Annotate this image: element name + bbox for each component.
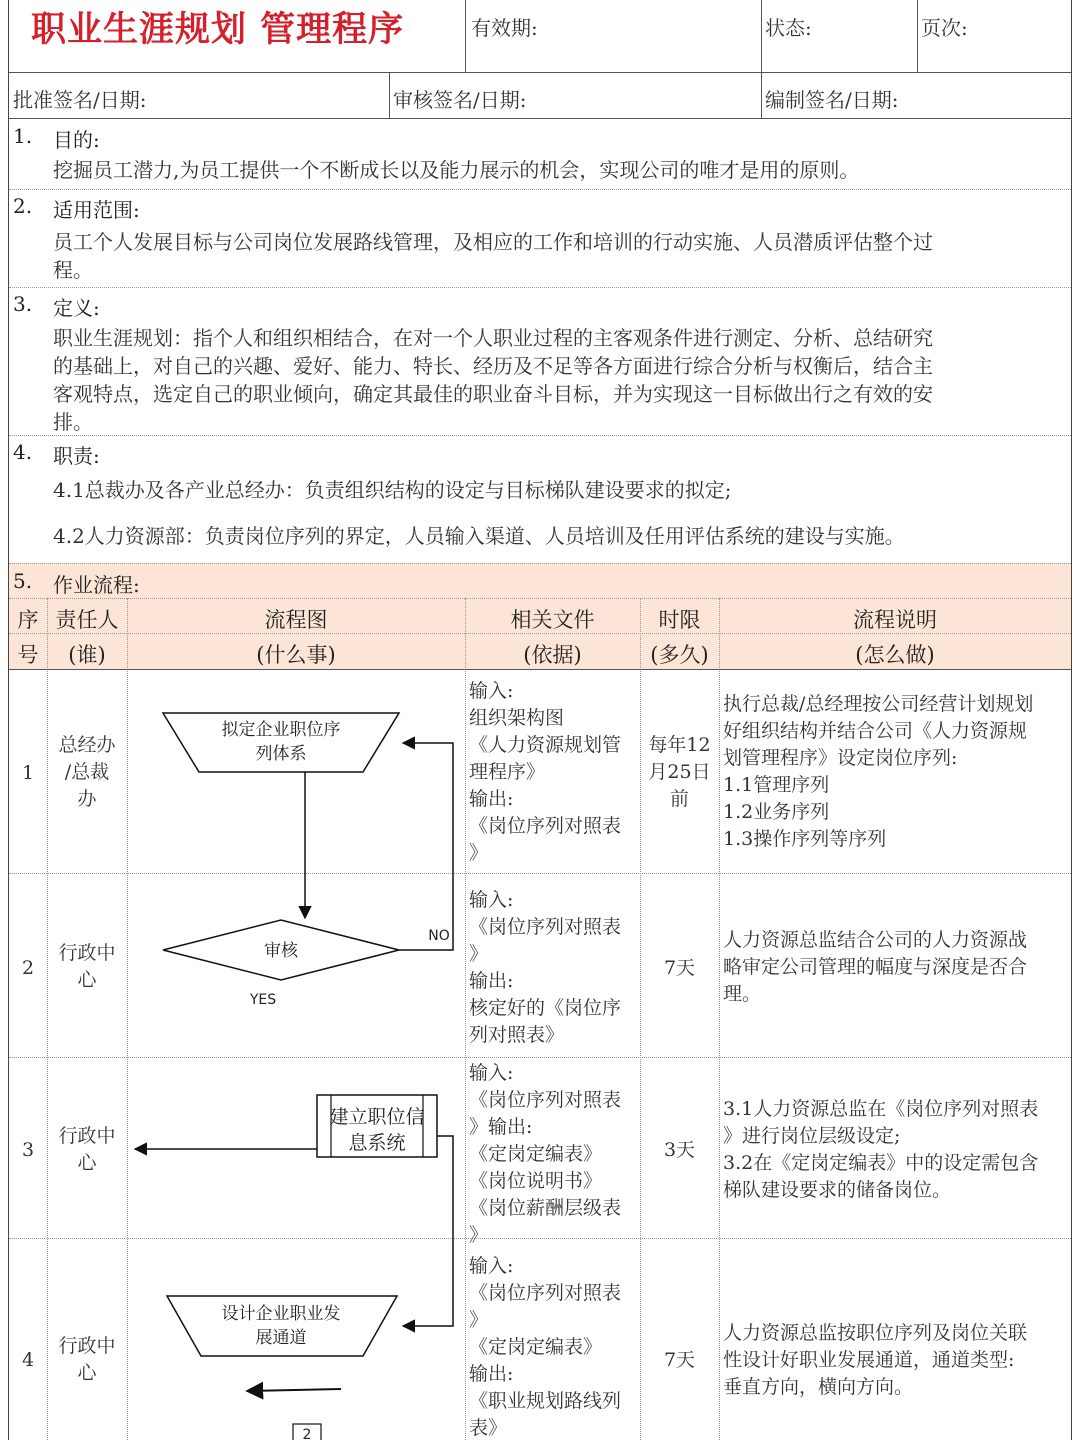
header-docs-sub: (依据) [523, 643, 582, 667]
flow-step1-text: 拟定企业职位序 [221, 720, 341, 740]
flow-decision-text: 审核 [264, 941, 298, 961]
header-time: 时限 [658, 608, 701, 632]
row-docs [469, 1060, 639, 1249]
divider [9, 189, 1071, 190]
header-desc: 流程说明 [853, 608, 937, 632]
row-owner [47, 732, 127, 813]
divider [9, 563, 1071, 564]
status-label: 状态: [765, 16, 812, 40]
doc-line: 输入: [469, 1255, 514, 1277]
divider [761, 0, 762, 72]
doc-line: 列对照表》 [469, 1024, 565, 1046]
column-divider [465, 598, 466, 1440]
header-seq-sub: 号 [17, 643, 39, 667]
section-number: 1. [13, 124, 33, 148]
doc-line: 《定岗定编表》 [469, 1143, 603, 1165]
owner-line: 心 [77, 1362, 97, 1384]
flow-step3-text: 息系统 [348, 1132, 406, 1154]
doc-line: 输入: [469, 680, 514, 702]
time-line: 每年12 [648, 734, 711, 756]
owner-line: 心 [77, 969, 97, 991]
flow-arrow [403, 1136, 453, 1326]
desc-line: 梯队建设要求的储备岗位。 [723, 1179, 952, 1201]
header-owner: 责任人 [55, 608, 119, 632]
desc-line: 人力资源总监结合公司的人力资源战 [723, 929, 1028, 951]
row-desc [723, 1096, 1069, 1204]
desc-line: 》进行岗位层级设定; [723, 1125, 901, 1147]
definition-text-line: 客观特点，选定自己的职业倾向，确定其最佳的职业奋斗目标，并为实现这一目标做出行之有效的安 [53, 382, 933, 406]
header-docs: 相关文件 [510, 608, 595, 632]
doc-line: 》 [469, 1309, 489, 1331]
header-desc-sub: (怎么做) [855, 643, 935, 667]
review-signature-label: 审核签名/日期: [393, 88, 527, 112]
time-line: 3天 [663, 1139, 696, 1161]
doc-line: 《岗位序列对照表 [469, 815, 622, 837]
owner-line: 总经办 [58, 734, 116, 756]
section-number: 4. [13, 440, 33, 464]
flow-step4-text: 展通道 [255, 1328, 307, 1348]
row-time [640, 732, 719, 813]
row-docs [469, 887, 639, 1049]
page-label: 页次: [921, 16, 968, 40]
column-divider [640, 598, 641, 1440]
time-line: 7天 [663, 1349, 696, 1371]
row-docs [469, 1253, 639, 1442]
row-time [640, 1137, 719, 1164]
desc-line: 垂直方向，横向方向。 [723, 1376, 914, 1398]
divider [917, 0, 918, 72]
divider [9, 118, 1071, 119]
doc-line: 《岗位序列对照表 [469, 1089, 622, 1111]
desc-line: 性设计好职业发展通道，通道类型: [723, 1349, 1015, 1371]
divider [761, 72, 762, 118]
desc-line: 人力资源总监按职位序列及岗位关联 [723, 1322, 1028, 1344]
column-divider [47, 598, 48, 1440]
divider [465, 0, 466, 72]
divider [9, 598, 1071, 599]
divider [9, 633, 1071, 634]
doc-line: 输入: [469, 889, 514, 911]
doc-line: 理程序》 [469, 761, 546, 783]
section-number: 5. [13, 569, 33, 593]
section-title-duty: 职责: [53, 444, 100, 468]
flow-yes-label: YES [249, 992, 277, 1008]
section-title-process: 作业流程: [53, 573, 140, 597]
doc-line: 《职业规划路线列 [469, 1390, 622, 1412]
divider [9, 435, 1071, 436]
desc-line: 1.2业务序列 [723, 801, 830, 823]
flow-step4-text: 设计企业职业发 [221, 1304, 341, 1324]
purpose-text: 挖掘员工潜力,为员工提供一个不断成长以及能力展示的机会，实现公司的唯才是用的原则。 [53, 158, 860, 182]
row-seq: 4 [21, 1349, 35, 1371]
owner-line: 行政中 [58, 1125, 116, 1147]
flow-no-loop-arrow [399, 743, 453, 950]
doc-line: 输出: [469, 1363, 514, 1385]
flow-step3-text: 建立职位信 [329, 1106, 425, 1128]
header-time-sub: (多久) [650, 643, 709, 667]
row-owner [47, 1123, 127, 1177]
definition-text-line: 排。 [53, 410, 93, 434]
row-seq: 3 [21, 1139, 35, 1161]
row-owner [47, 1333, 127, 1387]
time-line: 7天 [663, 957, 696, 979]
doc-line: 《岗位序列对照表 [469, 1282, 622, 1304]
owner-line: 行政中 [58, 942, 116, 964]
definition-text-line: 职业生涯规划：指个人和组织相结合，在对一个人职业过程的主客观条件进行测定、分析、总结研究 [53, 326, 933, 350]
time-line: 前 [669, 788, 689, 810]
section-title-purpose: 目的: [53, 128, 100, 152]
divider [9, 287, 1071, 288]
doc-line: 》 [469, 1224, 489, 1246]
doc-line: 》 [469, 842, 489, 864]
scope-text-line: 程。 [53, 258, 93, 282]
column-divider [719, 598, 720, 1440]
doc-line: 输出: [469, 788, 514, 810]
row-seq: 1 [21, 762, 35, 784]
section-title-definition: 定义: [53, 296, 100, 320]
row-seq: 2 [21, 957, 35, 979]
owner-line: 办 [77, 788, 97, 810]
doc-line: 《定岗定编表》 [469, 1336, 603, 1358]
desc-line: 1.1管理序列 [723, 774, 830, 796]
doc-line: 核定好的《岗位序 [469, 997, 622, 1019]
approve-signature-label: 批准签名/日期: [13, 88, 147, 112]
desc-line: 理。 [723, 983, 762, 1005]
section-title-scope: 适用范围: [53, 198, 140, 222]
document-title: 职业生涯规划 管理程序 [31, 10, 405, 50]
duty-item: 4.2人力资源部：负责岗位序列的界定，人员输入渠道、人员培训及任用评估系统的建设与实施。 [53, 524, 905, 548]
flow-arrow [247, 1389, 341, 1391]
desc-line: 好组织结构并结合公司《人力资源规 [723, 720, 1028, 742]
row-desc [723, 1320, 1069, 1401]
doc-line: 》 [469, 943, 489, 965]
row-docs [469, 678, 639, 867]
section-number: 3. [13, 292, 33, 316]
header-seq: 序 [17, 608, 39, 632]
row-owner [47, 940, 127, 994]
desc-line: 略审定公司管理的幅度与深度是否合 [723, 956, 1028, 978]
row-desc [723, 691, 1069, 853]
validity-label: 有效期: [471, 16, 538, 40]
flow-connector-text: 2 [302, 1427, 312, 1440]
definition-text-line: 的基础上，对自己的兴趣、爱好、能力、特长、经历及不足等各方面进行综合分析与权衡后，结合主 [53, 354, 933, 378]
row-time [640, 1347, 719, 1374]
section-number: 2. [13, 194, 33, 218]
doc-line: 《岗位薪酬层级表 [469, 1197, 622, 1219]
row-time [640, 955, 719, 982]
doc-line: 《人力资源规划管 [469, 734, 622, 756]
flow-step1-text: 列体系 [255, 744, 307, 764]
desc-line: 3.2在《定岗定编表》中的设定需包含 [723, 1152, 1039, 1174]
divider [9, 72, 1071, 73]
doc-line: 组织架构图 [469, 707, 565, 729]
doc-line: 》输出: [469, 1116, 533, 1138]
flow-no-label: NO [428, 928, 450, 944]
doc-line: 输出: [469, 970, 514, 992]
desc-line: 执行总裁/总经理按公司经营计划规划 [723, 693, 1034, 715]
doc-line: 输入: [469, 1062, 514, 1084]
header-flow: 流程图 [264, 608, 328, 632]
header-owner-sub: (谁) [68, 643, 106, 667]
divider [389, 72, 390, 118]
desc-line: 划管理程序》设定岗位序列: [723, 747, 958, 769]
doc-line: 《岗位序列对照表 [469, 916, 622, 938]
flowchart [127, 668, 465, 1440]
desc-line: 3.1人力资源总监在《岗位序列对照表 [723, 1098, 1039, 1120]
header-flow-sub: (什么事) [256, 643, 336, 667]
row-desc [723, 927, 1069, 1008]
scope-text-line: 员工个人发展目标与公司岗位发展路线管理，及相应的工作和培训的行动实施、人员潜质评估整个过 [53, 230, 933, 254]
doc-line: 《岗位说明书》 [469, 1170, 603, 1192]
document-page [8, 0, 1072, 1440]
desc-line: 1.3操作序列等序列 [723, 828, 887, 850]
owner-line: /总裁 [64, 761, 110, 783]
duty-item: 4.1总裁办及各产业总经办：负责组织结构的设定与目标梯队建设要求的拟定; [53, 478, 732, 502]
compile-signature-label: 编制签名/日期: [765, 88, 899, 112]
owner-line: 心 [77, 1152, 97, 1174]
time-line: 月25日 [648, 761, 711, 783]
doc-line: 表》 [469, 1417, 508, 1439]
owner-line: 行政中 [58, 1335, 116, 1357]
